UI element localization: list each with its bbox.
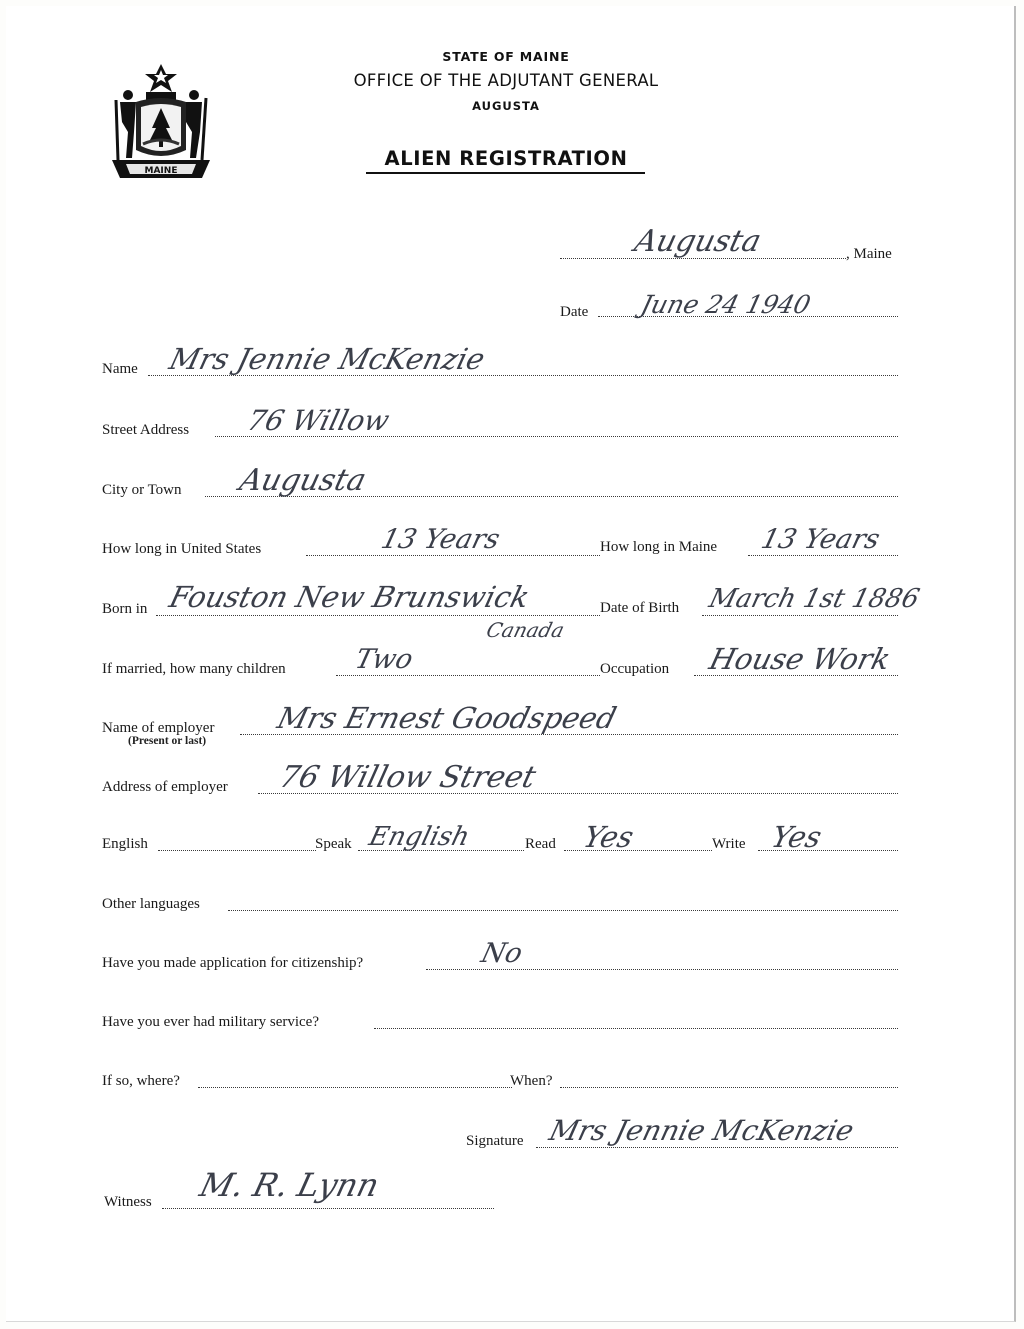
maine-years-label: How long in Maine: [600, 539, 718, 555]
citizenship-value: No: [478, 938, 526, 969]
maine-years-value: 13 Years: [758, 524, 883, 555]
dob-value: March 1st 1886: [706, 584, 923, 614]
witness-line: [162, 1208, 494, 1209]
when-label: When?: [510, 1073, 553, 1089]
read-label: Read: [525, 836, 556, 852]
dob-label: Date of Birth: [600, 600, 680, 616]
born-label: Born in: [102, 601, 148, 617]
form-title: ALIEN REGISTRATION: [384, 147, 628, 170]
street-label: Street Address: [102, 422, 190, 438]
city-label: City or Town: [102, 482, 182, 498]
location-value: Augusta: [631, 224, 765, 259]
state-heading: STATE OF MAINE: [442, 49, 570, 64]
occupation-label: Occupation: [600, 661, 670, 677]
children-line: [336, 675, 600, 676]
location-suffix: , Maine: [846, 246, 892, 262]
name-value: Mrs Jennie McKenzie: [166, 342, 489, 376]
other-languages-label: Other languages: [102, 896, 200, 912]
speak-value: English: [366, 822, 473, 852]
born-line: [156, 615, 600, 616]
write-value: Yes: [768, 820, 826, 854]
witness-signature: M. R. Lynn: [196, 1166, 384, 1204]
other-languages-line: [228, 910, 898, 911]
us-years-line: [306, 555, 600, 556]
city-heading: AUGUSTA: [472, 99, 540, 113]
registration-form: [6, 6, 1016, 1322]
employer-address-label: Address of employer: [102, 779, 228, 795]
signature-label: Signature: [466, 1133, 524, 1149]
maine-state-seal: [106, 62, 216, 186]
born-note: Canada: [484, 618, 567, 642]
maine-years-line: [748, 555, 898, 556]
employer-label: Name of employer: [102, 720, 215, 736]
english-label: English: [102, 836, 148, 852]
read-value: Yes: [580, 820, 638, 854]
name-label: Name: [102, 361, 138, 377]
children-value: Two: [352, 644, 417, 675]
office-heading: OFFICE OF THE ADJUTANT GENERAL: [353, 71, 659, 90]
city-value: Augusta: [236, 463, 370, 498]
date-label: Date: [560, 304, 589, 320]
born-value: Fouston New Brunswick: [166, 580, 533, 614]
employer-value: Mrs Ernest Goodspeed: [274, 701, 620, 735]
title-underline: [366, 172, 645, 174]
signature-value: Mrs Jennie McKenzie: [546, 1114, 858, 1147]
speak-label: Speak: [315, 836, 352, 852]
us-years-label: How long in United States: [102, 541, 262, 557]
dob-line: [702, 615, 898, 616]
where-label: If so, where?: [102, 1073, 180, 1089]
write-label: Write: [712, 836, 746, 852]
citizenship-line: [426, 969, 898, 970]
children-label: If married, how many children: [102, 661, 286, 677]
employer-sublabel: (Present or last): [128, 735, 207, 747]
date-value: June 24 1940: [638, 290, 814, 319]
witness-label: Witness: [104, 1194, 152, 1210]
signature-line: [536, 1147, 898, 1148]
street-value: 76 Willow: [244, 404, 393, 437]
military-line: [374, 1028, 898, 1029]
english-line: [158, 850, 316, 851]
occupation-value: House Work: [706, 642, 894, 676]
when-line: [560, 1087, 898, 1088]
employer-address-value: 76 Willow Street: [276, 760, 540, 795]
military-label: Have you ever had military service?: [102, 1014, 319, 1030]
where-line: [198, 1087, 512, 1088]
us-years-value: 13 Years: [378, 524, 503, 555]
seal-lettering: MAINE: [144, 166, 178, 176]
citizenship-label: Have you made application for citizenship?: [102, 955, 364, 971]
